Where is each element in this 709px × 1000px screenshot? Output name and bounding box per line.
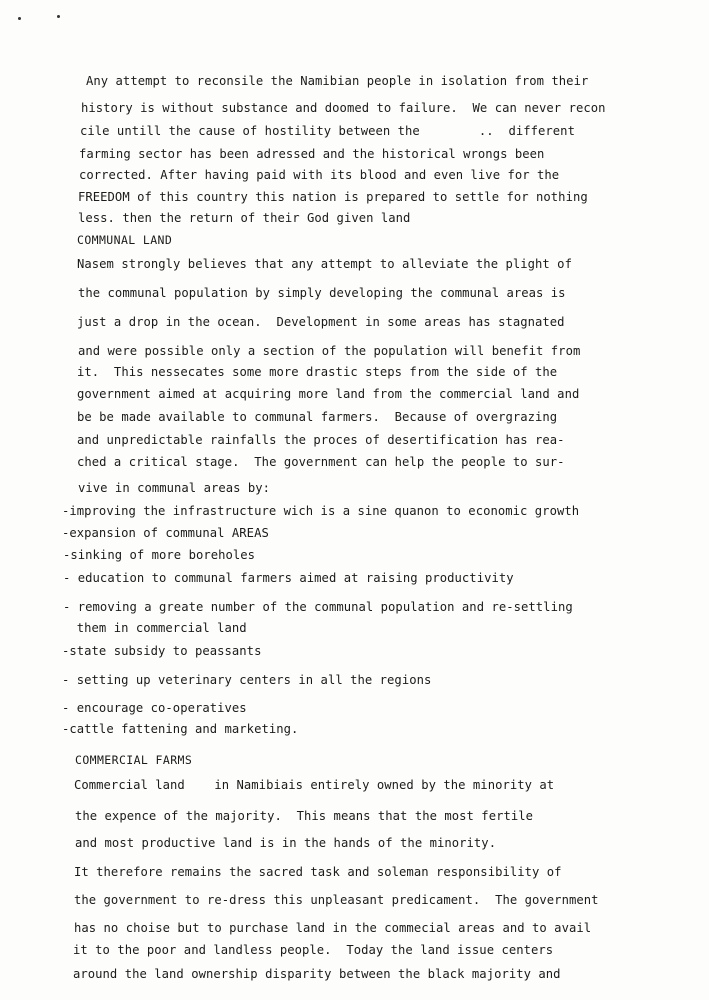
text-line: be be made available to communal farmers. Because of overgrazing [77,410,558,424]
text-line: corrected. After having paid with its blood and even live for the [79,168,560,182]
text-line: farming sector has been adressed and the historical wrongs been [79,147,545,161]
text-line: vive in communal areas by: [78,481,271,495]
text-line: ched a critical stage. The government can help the people to sur- [77,455,565,469]
text-line: Nasem strongly believes that any attempt to alleviate the plight of [77,257,572,271]
scan-speck [18,17,21,20]
list-item: -improving the infrastructure wich is a sine quanon to economic growth [62,504,580,518]
list-item: -cattle fattening and marketing. [62,722,299,736]
section-heading-communal-land: COMMUNAL LAND [77,233,173,247]
list-item: them in commercial land [62,621,247,635]
text-line: FREEDOM of this country this nation is prepared to settle for nothing [78,190,588,204]
text-line: it to the poor and landless people. Today the land issue centers [73,943,554,957]
text-line: the expence of the majority. This means that the most fertile [75,809,534,823]
handwritten-line: less. then the return of their God given land [78,211,411,225]
list-item: - setting up veterinary centers in all the regions [62,673,432,687]
text-line: it. This nessecates some more drastic steps from the side of the [77,365,558,379]
text-line: the government to re-dress this unpleasant predicament. The government [74,893,599,907]
text-line: around the land ownership disparity between the black majority and [73,967,561,981]
scan-speck [57,15,60,18]
text-line: Commercial land in Namibiais entirely owned by the minority at [74,778,555,792]
list-item: -expansion of communal AREAS [62,526,269,540]
list-item: - education to communal farmers aimed at raising productivity [63,571,514,585]
text-line: government aimed at acquiring more land from the commercial land and [77,387,580,401]
text-line: and were possible only a section of the population will benefit from [78,344,581,358]
text-line: Any attempt to reconsile the Namibian people in isolation from their [86,74,589,88]
text-line: It therefore remains the sacred task and soleman responsibility of [74,865,562,879]
text-line: cile untill the cause of hostility between the .. different [80,124,575,138]
text-line: and most productive land is in the hands of the minority. [75,836,497,850]
text-line: history is without substance and doomed to failure. We can never recon [81,101,606,115]
section-heading-commercial-farms: COMMERCIAL FARMS [75,753,193,767]
list-item: - removing a greate number of the communal population and re-settling [63,600,573,614]
list-item: -state subsidy to peassants [62,644,262,658]
text-line: just a drop in the ocean. Development in some areas has stagnated [77,315,565,329]
list-item: - encourage co-operatives [62,701,247,715]
text-line: the communal population by simply developing the communal areas is [78,286,566,300]
text-line: and unpredictable rainfalls the proces of desertification has rea- [77,433,565,447]
list-item: -sinking of more boreholes [63,548,256,562]
text-line: has no choise but to purchase land in the commecial areas and to avail [74,921,592,935]
